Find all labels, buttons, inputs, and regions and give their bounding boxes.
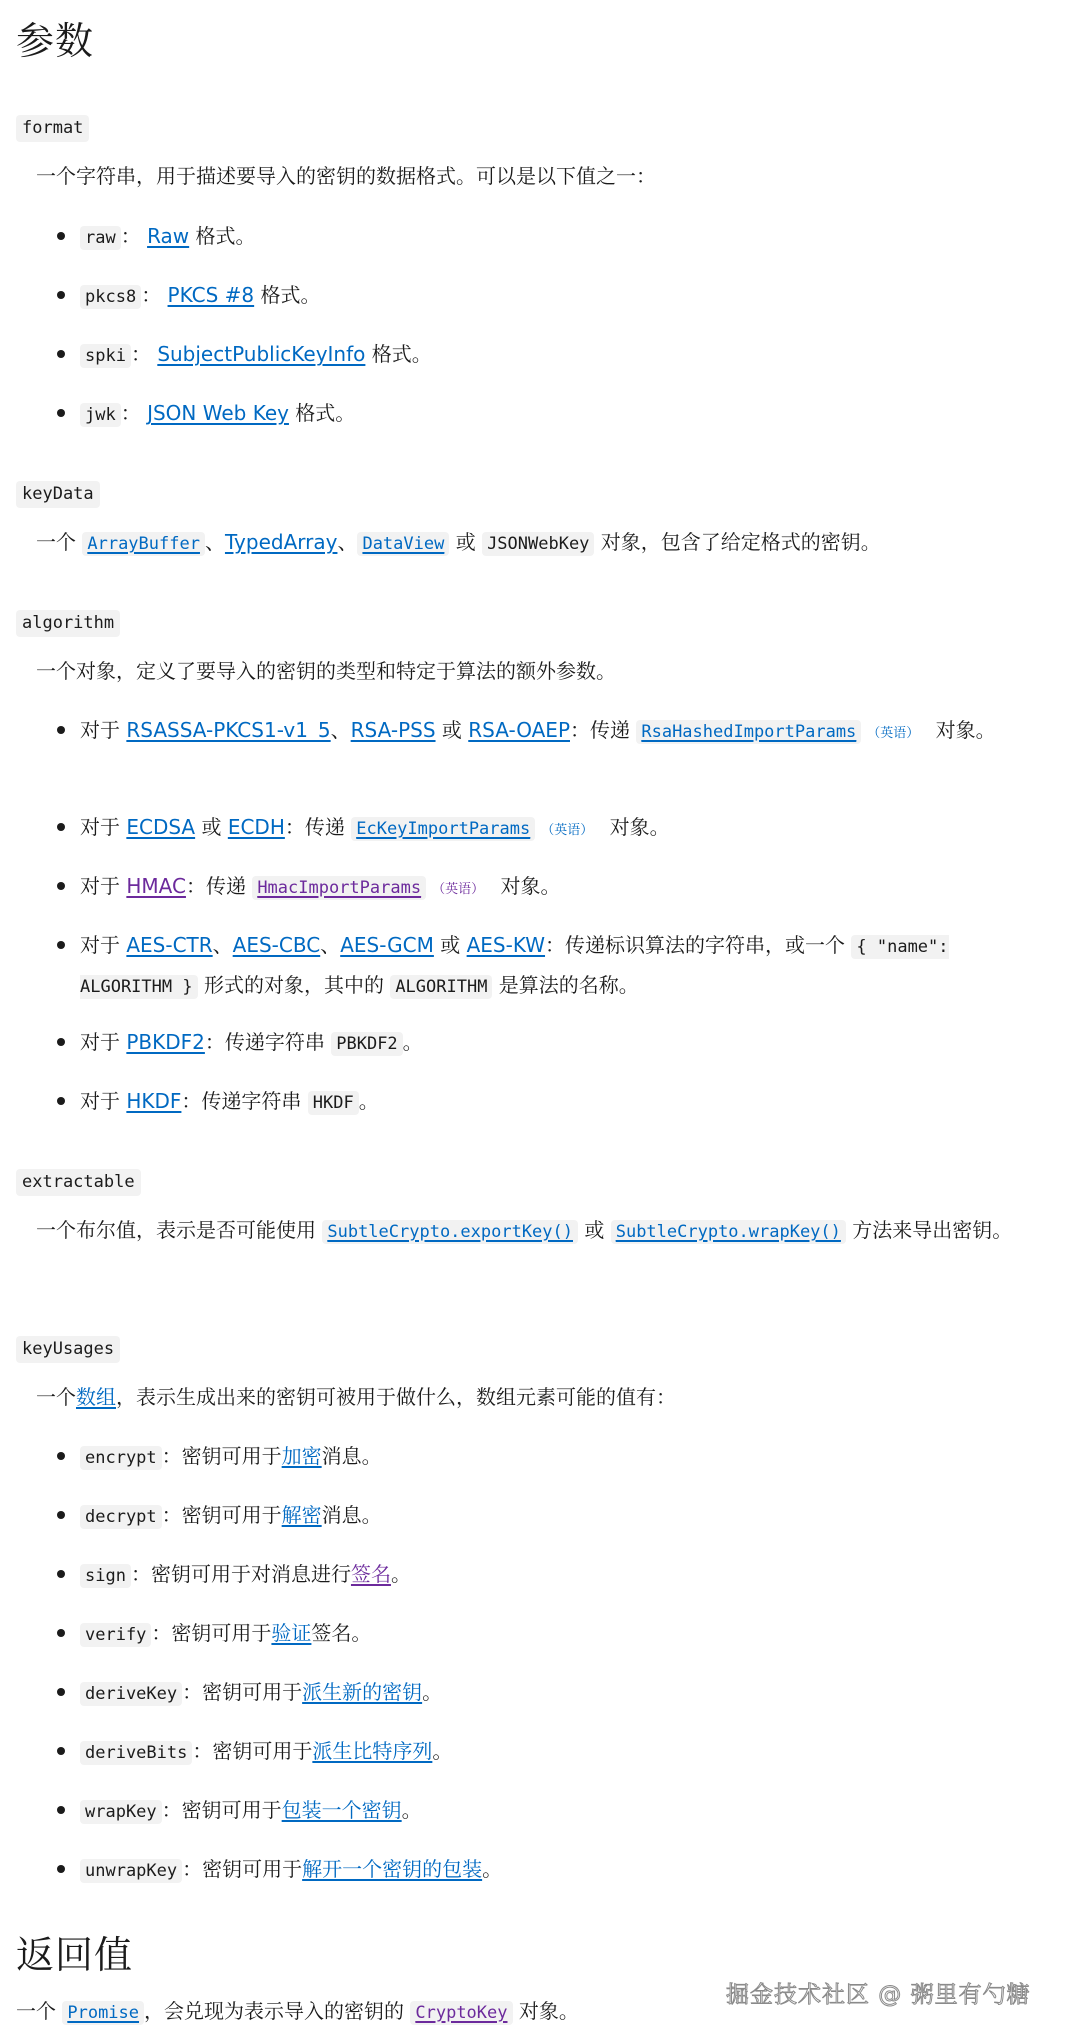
link-jwk[interactable]: JSON Web Key [147, 401, 289, 425]
english-tag[interactable]: （英语） [541, 823, 594, 838]
text: 一个 [36, 1385, 76, 1409]
inline-code: PBKDF2 [331, 1032, 402, 1056]
format-code: spki [80, 344, 131, 368]
param-keyusages-desc [36, 1378, 1046, 1416]
usage-code: sign [80, 1564, 131, 1588]
link-code: DataView [357, 532, 449, 556]
english-tag[interactable]: （英语） [432, 882, 485, 897]
usage-item-sign [80, 1555, 1040, 1595]
format-suffix: 格式。 [288, 401, 356, 425]
text: ：密钥可用于 [161, 1798, 282, 1822]
link-verify[interactable]: 验证 [271, 1621, 312, 1645]
text: 签名。 [311, 1621, 372, 1645]
link-hmacimportparams[interactable] [252, 874, 426, 898]
link-wrapkey-usage[interactable]: 包装一个密钥 [281, 1798, 402, 1822]
text: 。 [482, 1857, 503, 1881]
text: 对于 [80, 718, 127, 742]
text: 或 [195, 815, 228, 839]
separator: ： [120, 401, 141, 425]
text: ：密钥可用于 [182, 1680, 303, 1704]
param-extractable-desc [36, 1211, 1046, 1251]
text: 对象。 [929, 718, 996, 742]
link-dataview[interactable] [357, 530, 449, 554]
text: 、 [204, 530, 225, 554]
separator: ： [130, 342, 151, 366]
link-code: HmacImportParams [252, 876, 426, 900]
link-wrapkey[interactable] [611, 1218, 846, 1242]
format-item-jwk [80, 394, 1040, 434]
format-item-spki [80, 335, 1040, 375]
link-ecdh[interactable]: ECDH [227, 815, 285, 839]
watermark: 掘金技术社区 @ 粥里有勺糖 [726, 1982, 1031, 2008]
usage-item-unwrapkey [80, 1850, 1040, 1890]
param-extractable-name: extractable [16, 1169, 141, 1196]
text: 消息。 [321, 1444, 382, 1468]
algorithm-item-hmac [80, 867, 1040, 909]
link-derivekey[interactable]: 派生新的密钥 [302, 1680, 423, 1704]
param-format-desc: 一个字符串，用于描述要导入的密钥的数据格式。可以是以下值之一： [36, 164, 656, 188]
link-hmac[interactable]: HMAC [126, 874, 186, 898]
link-code: EcKeyImportParams [351, 817, 535, 841]
inline-code: HKDF [308, 1091, 359, 1115]
text: 对于 [80, 933, 127, 957]
text: ：密钥可用于对消息进行 [130, 1562, 351, 1586]
link-decrypt[interactable]: 解密 [281, 1503, 322, 1527]
usage-item-decrypt [80, 1496, 1040, 1536]
separator: ： [141, 283, 162, 307]
english-tag[interactable]: （英语） [867, 726, 920, 741]
usage-code: wrapKey [80, 1800, 162, 1824]
link-code: SubtleCrypto.wrapKey() [611, 1220, 846, 1244]
text: 、 [320, 933, 341, 957]
link-pkcs8[interactable]: PKCS #8 [167, 283, 255, 307]
text: 对象。 [603, 815, 670, 839]
format-suffix: 格式。 [365, 342, 432, 366]
text: 或 [435, 718, 469, 742]
link-rsahashedimportparams[interactable] [636, 718, 861, 742]
link-aes-gcm[interactable]: AES-GCM [340, 933, 434, 957]
text: 对象，包含了给定格式的密钥。 [594, 530, 881, 554]
heading-return-value: 返回值 [16, 1933, 134, 1977]
text: 。 [432, 1739, 453, 1763]
text: 对象。 [512, 1999, 579, 2023]
text: 、 [212, 933, 233, 957]
text: ：传递 [284, 815, 352, 839]
text: 对象。 [494, 874, 561, 898]
text: 。 [401, 1798, 422, 1822]
param-algorithm-name: algorithm [16, 610, 120, 637]
inline-code: ALGORITHM [390, 975, 492, 999]
text: 一个 [16, 1999, 63, 2023]
link-array[interactable]: 数组 [76, 1385, 116, 1409]
algorithm-item-rsa [80, 711, 1040, 753]
link-arraybuffer[interactable] [82, 530, 205, 554]
algorithm-item-hkdf [80, 1082, 1040, 1122]
text: ：密钥可用于 [151, 1621, 272, 1645]
text: 或 [578, 1218, 611, 1242]
text: ：传递字符串 [181, 1089, 308, 1113]
text: 、 [330, 718, 351, 742]
usage-code: unwrapKey [80, 1859, 182, 1883]
link-aes-kw[interactable]: AES-KW [466, 933, 546, 957]
link-aes-ctr[interactable]: AES-CTR [126, 933, 213, 957]
text: 是算法的名称。 [492, 973, 639, 997]
text: ：传递字符串 [204, 1030, 332, 1054]
text: ：密钥可用于 [161, 1444, 282, 1468]
text: ：传递 [570, 718, 637, 742]
text: 对于 [80, 874, 127, 898]
text: 对于 [80, 815, 127, 839]
text: 形式的对象，其中的 [197, 973, 391, 997]
format-suffix: 格式。 [189, 224, 256, 248]
link-encrypt[interactable]: 加密 [281, 1444, 322, 1468]
text: ：密钥可用于 [182, 1857, 303, 1881]
link-pbkdf2[interactable]: PBKDF2 [126, 1030, 205, 1054]
text: ：传递 [185, 874, 253, 898]
param-keydata-name: keyData [16, 481, 100, 508]
text: 方法来导出密钥。 [845, 1218, 1013, 1242]
link-spki[interactable]: SubjectPublicKeyInfo [157, 342, 366, 366]
link-exportkey[interactable] [322, 1218, 578, 1242]
link-code: RsaHashedImportParams [636, 720, 861, 744]
text: 。 [390, 1562, 411, 1586]
format-code: raw [80, 226, 121, 250]
text: 消息。 [321, 1503, 382, 1527]
usage-item-wrapkey [80, 1791, 1040, 1831]
link-hkdf[interactable]: HKDF [126, 1089, 182, 1113]
text: ：密钥可用于 [161, 1503, 282, 1527]
text: 或 [433, 933, 467, 957]
link-promise[interactable] [62, 1999, 144, 2023]
algorithm-item-pbkdf2 [80, 1023, 1040, 1063]
text: ，会兑现为表示导入的密钥的 [144, 1999, 411, 2023]
text: ，表示生成出来的密钥可被用于做什么，数组元素可能的值有： [116, 1385, 676, 1409]
param-algorithm-desc: 一个对象，定义了要导入的密钥的类型和特定于算法的额外参数。 [36, 659, 616, 683]
format-item-raw [80, 217, 1040, 257]
text: ：传递标识算法的字符串，或一个 [545, 933, 852, 957]
link-rsa-pss[interactable]: RSA-PSS [350, 718, 436, 742]
link-rsa-oaep[interactable]: RSA-OAEP [468, 718, 570, 742]
text: 对于 [80, 1030, 127, 1054]
text: 一个布尔值，表示是否可能使用 [36, 1218, 323, 1242]
usage-item-verify [80, 1614, 1040, 1654]
link-sign[interactable]: 签名 [350, 1562, 391, 1586]
link-typedarray[interactable]: TypedArray [224, 530, 338, 554]
inline-code: { "name": ALGORITHM } [80, 937, 949, 997]
text: 一个 [36, 530, 83, 554]
param-keydata-desc [36, 523, 1046, 563]
link-derivebits[interactable]: 派生比特序列 [312, 1739, 433, 1763]
param-format-name: format [16, 115, 89, 142]
link-eckeyimportparams[interactable] [351, 815, 535, 839]
usage-code: deriveKey [80, 1682, 182, 1706]
usage-item-derivekey [80, 1673, 1040, 1713]
text: 、 [337, 530, 358, 554]
format-item-pkcs8 [80, 276, 1040, 316]
inline-code: JSONWebKey [482, 532, 594, 556]
text: 对于 [80, 1089, 127, 1113]
link-ecdsa[interactable]: ECDSA [126, 815, 196, 839]
link-cryptokey[interactable] [410, 1999, 512, 2023]
algorithm-item-ec [80, 808, 1040, 850]
link-code: ArrayBuffer [82, 532, 205, 556]
algorithm-item-aes [80, 926, 1040, 1006]
text: ：密钥可用于 [192, 1739, 313, 1763]
heading-parameters: 参数 [16, 19, 95, 63]
usage-code: deriveBits [80, 1741, 192, 1765]
text: 。 [402, 1030, 423, 1054]
text: 。 [422, 1680, 443, 1704]
link-code: Promise [62, 2001, 144, 2025]
usage-code: verify [80, 1623, 151, 1647]
format-code: pkcs8 [80, 285, 141, 309]
text: 。 [358, 1089, 379, 1113]
param-keyusages-name: keyUsages [16, 1336, 120, 1363]
link-raw[interactable]: Raw [147, 224, 190, 248]
separator: ： [120, 224, 141, 248]
text: 或 [449, 530, 483, 554]
usage-code: decrypt [80, 1505, 162, 1529]
link-unwrapkey[interactable]: 解开一个密钥的包装 [302, 1857, 483, 1881]
link-rsassa[interactable]: RSASSA-PKCS1-v1_5 [126, 718, 331, 742]
link-code: SubtleCrypto.exportKey() [322, 1220, 578, 1244]
usage-code: encrypt [80, 1446, 162, 1470]
usage-item-encrypt [80, 1437, 1040, 1477]
link-aes-cbc[interactable]: AES-CBC [232, 933, 321, 957]
format-suffix: 格式。 [254, 283, 321, 307]
link-code: CryptoKey [410, 2001, 512, 2025]
usage-item-derivebits [80, 1732, 1040, 1772]
format-code: jwk [80, 403, 121, 427]
